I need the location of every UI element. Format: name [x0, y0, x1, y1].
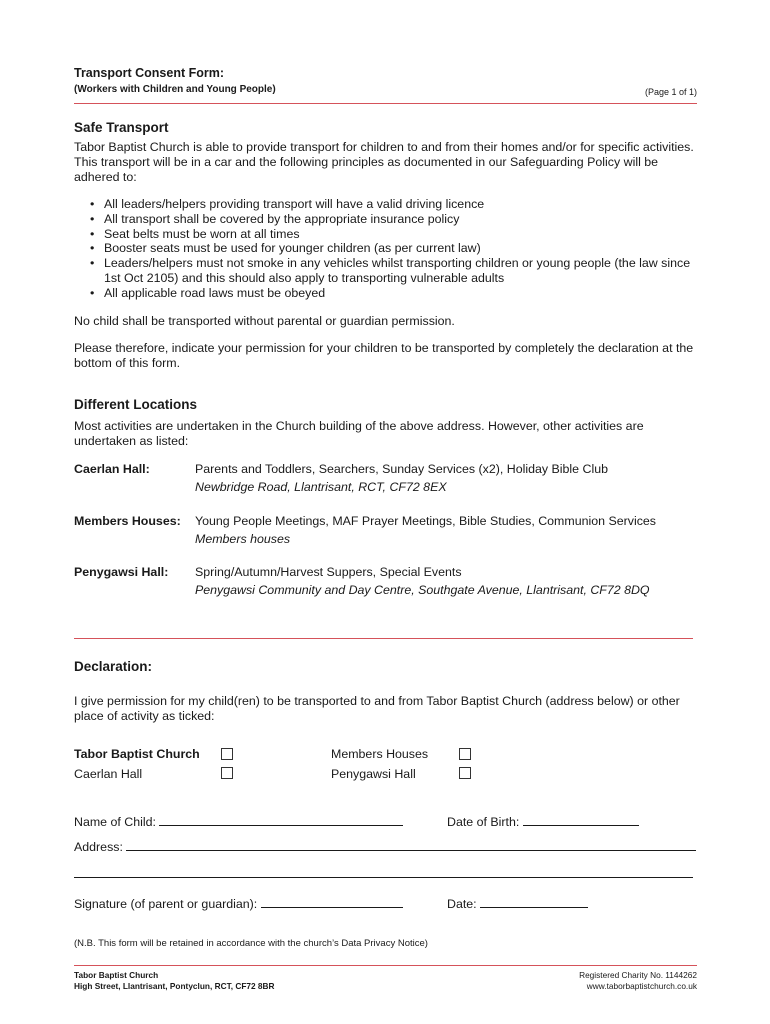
footer-charity: Registered Charity No. 1144262 — [579, 970, 697, 980]
privacy-note: (N.B. This form will be retained in accordance with the church’s Data Privacy Notice) — [74, 938, 428, 949]
address-input-line[interactable] — [126, 839, 696, 851]
transport-principles-list — [74, 197, 699, 301]
location-activities: Parents and Toddlers, Searchers, Sunday Services (x2), Holiday Bible Club — [195, 462, 608, 476]
child-name-label: Name of Child: — [74, 815, 156, 829]
dob-field[interactable] — [447, 814, 639, 829]
list-item: • Leaders/helpers must not smoke in any vehicles whilst transporting children or young people (the law since 1st Oct 2105) and this should also apply to transporting vulnerable adults — [74, 256, 699, 286]
option-label-penygawsi-hall: Penygawsi Hall — [331, 767, 416, 781]
signature-label: Signature (of parent or guardian): — [74, 897, 258, 911]
footer-left — [74, 970, 275, 992]
signature-field[interactable] — [74, 896, 403, 911]
locations-heading: Different Locations — [74, 397, 198, 412]
permission-note: No child shall be transported without parental or guardian permission. — [74, 314, 455, 328]
safe-transport-heading: Safe Transport — [74, 120, 169, 135]
child-name-input-line[interactable] — [159, 814, 403, 826]
location-label: Members Houses: — [74, 514, 181, 528]
checkbox-members-houses[interactable] — [459, 748, 471, 760]
safe-transport-intro: Tabor Baptist Church is able to provide transport for children to and from their homes and/or for specific activities. This transport will be in a car and the following principles as documented in our Safeguarding Policy will be adhered to: — [74, 140, 694, 184]
footer-address: High Street, Llantrisant, Pontyclun, RCT, CF72 8BR — [74, 981, 275, 991]
declaration-heading: Declaration: — [74, 659, 153, 674]
page-number: (Page 1 of 1) — [644, 87, 697, 97]
address-second-line[interactable] — [74, 877, 693, 878]
date-field[interactable] — [447, 896, 588, 911]
option-label-members-houses: Members Houses — [331, 747, 429, 761]
list-item: • Booster seats must be used for younger children (as per current law) — [74, 241, 699, 256]
list-item: • All leaders/helpers providing transport will have a valid driving licence — [74, 197, 699, 212]
list-item: • All transport shall be covered by the appropriate insurance policy — [74, 212, 699, 227]
location-activities: Young People Meetings, MAF Prayer Meetings, Bible Studies, Communion Services — [195, 514, 656, 528]
footer-right — [579, 970, 697, 992]
address-field[interactable] — [74, 839, 696, 854]
dob-input-line[interactable] — [523, 814, 639, 826]
list-item: • Seat belts must be worn at all times — [74, 227, 699, 242]
dob-label: Date of Birth: — [447, 815, 520, 829]
footer-website[interactable]: www.taborbaptistchurch.co.uk — [586, 981, 697, 991]
checkbox-tabor-baptist-church[interactable] — [221, 748, 233, 760]
form-title: Transport Consent Form: — [74, 66, 225, 80]
child-name-field[interactable] — [74, 814, 403, 829]
option-label-tabor: Tabor Baptist Church — [74, 747, 200, 761]
footer-org: Tabor Baptist Church — [74, 970, 159, 980]
checkbox-penygawsi-hall[interactable] — [459, 767, 471, 779]
date-input-line[interactable] — [480, 896, 588, 908]
option-label-caerlan-hall: Caerlan Hall — [74, 767, 143, 781]
location-label: Penygawsi Hall: — [74, 565, 169, 579]
header-divider — [74, 103, 697, 104]
location-label: Caerlan Hall: — [74, 462, 150, 476]
signature-input-line[interactable] — [261, 896, 403, 908]
form-subtitle: (Workers with Children and Young People) — [74, 84, 276, 95]
location-address: Newbridge Road, Llantrisant, RCT, CF72 8EX — [195, 480, 447, 494]
section-divider — [74, 638, 693, 639]
footer-divider — [74, 965, 697, 966]
location-address: Members houses — [195, 532, 291, 546]
list-item: • All applicable road laws must be obeyed — [74, 286, 699, 301]
declaration-text: I give permission for my child(ren) to be transported to and from Tabor Baptist Church (address below) or other place of activity as ticked: — [74, 694, 680, 723]
please-note: Please therefore, indicate your permission for your children to be transported by completely the declaration at the bottom of this form. — [74, 341, 694, 370]
address-label: Address: — [74, 840, 123, 854]
checkbox-caerlan-hall[interactable] — [221, 767, 233, 779]
date-label: Date: — [447, 897, 477, 911]
location-address: Penygawsi Community and Day Centre, Southgate Avenue, Llantrisant, CF72 8DQ — [195, 583, 650, 597]
location-activities: Spring/Autumn/Harvest Suppers, Special Events — [195, 565, 462, 579]
locations-intro: Most activities are undertaken in the Church building of the above address. However, other activities are undertaken as listed: — [74, 419, 644, 448]
